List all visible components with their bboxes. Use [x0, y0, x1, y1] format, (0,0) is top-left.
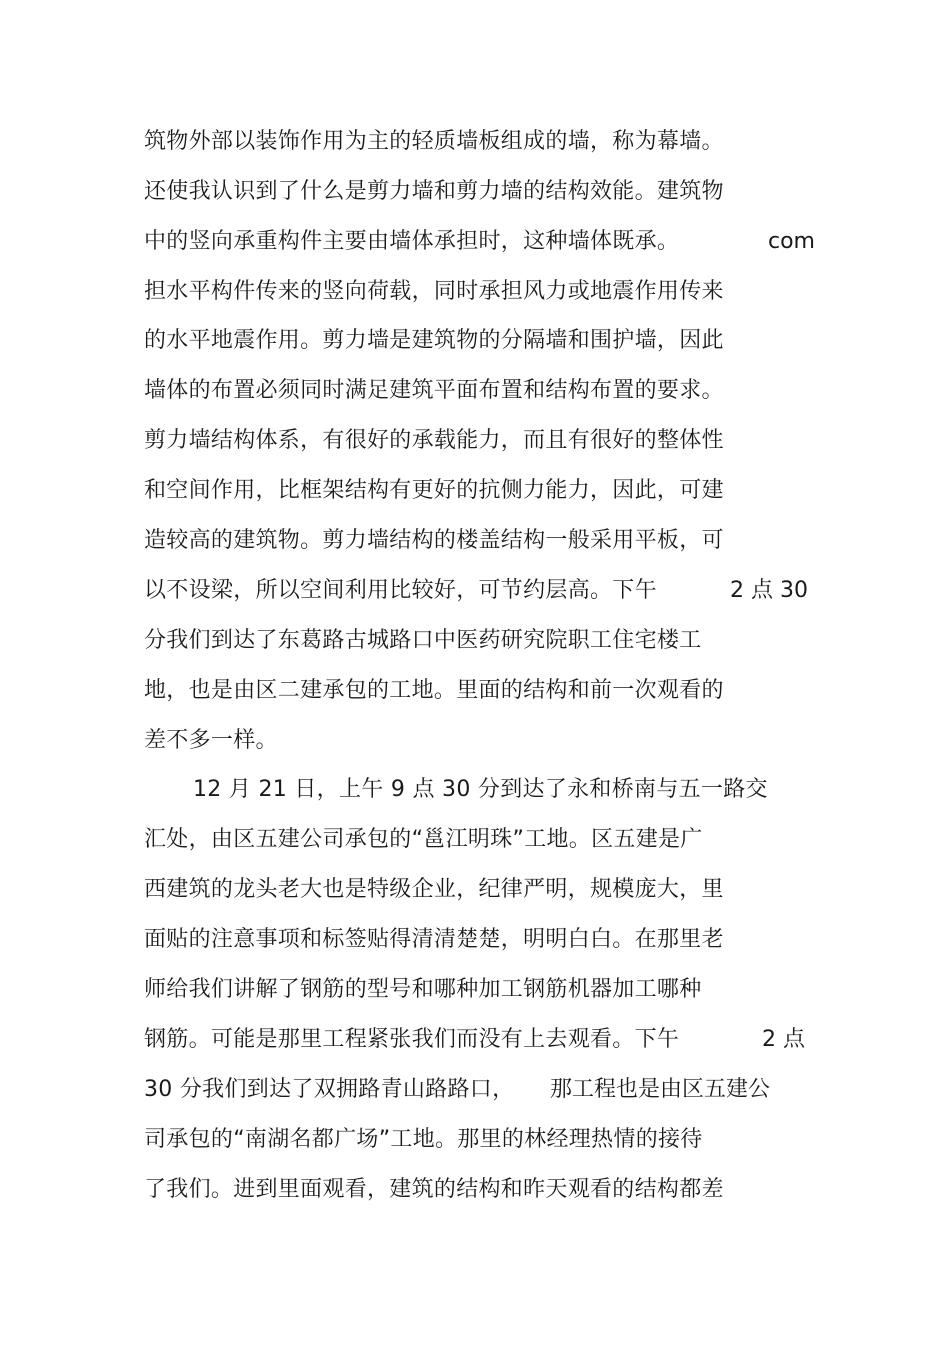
text-line: 面贴的注意事项和标签贴得清清楚楚，明明白白。在那里老 — [144, 927, 724, 952]
text-line: 师给我们讲解了钢筋的型号和哪种加工钢筋机器加工哪种 — [144, 977, 702, 1002]
text-line: 30 分我们到达了双拥路青山路路口， — [144, 1077, 515, 1102]
text-line: 汇处，由区五建公司承包的“邕江明珠”工地。区五建是广 — [144, 827, 703, 852]
text-line: 还使我认识到了什么是剪力墙和剪力墙的结构效能。建筑物 — [144, 179, 724, 204]
text-line: 的水平地震作用。剪力墙是建筑物的分隔墙和围护墙，因此 — [144, 328, 724, 353]
text-line: 造较高的建筑物。剪力墙结构的楼盖结构一般采用平板，可 — [144, 528, 724, 553]
time-text: 2 点 30 — [730, 578, 808, 603]
text-line: 以不设梁，所以空间利用比较好，可节约层高。下午 — [144, 578, 657, 603]
text-line: 中的竖向承重构件主要由墙体承担时，这种墙体既承。 — [144, 229, 680, 254]
continuation-text: 那工程也是由区五建公 — [550, 1077, 771, 1102]
text-line: 墙体的布置必须同时满足建筑平面布置和结构布置的要求。 — [144, 378, 724, 403]
paragraph-start-line: 12 月 21 日，上午 9 点 30 分到达了永和桥南与五一路交 — [193, 777, 768, 802]
time-text: 2 点 — [762, 1027, 805, 1052]
text-line: 筑物外部以装饰作用为主的轻质墙板组成的墙，称为幕墙。 — [144, 129, 724, 154]
text-line: 司承包的“南湖名都广场”工地。那里的林经理热情的接待 — [144, 1127, 703, 1152]
text-line: 剪力墙结构体系，有很好的承载能力，而且有很好的整体性 — [144, 428, 724, 453]
text-line: 钢筋。可能是那里工程紧张我们而没有上去观看。下午 — [144, 1027, 680, 1052]
text-line: 了我们。进到里面观看，建筑的结构和昨天观看的结构都差 — [144, 1177, 724, 1202]
text-line: 担水平构件传来的竖向荷载，同时承担风力或地震作用传来 — [144, 279, 724, 304]
text-line: 分我们到达了东葛路古城路口中医药研究院职工住宅楼工 — [144, 628, 702, 653]
text-line: 西建筑的龙头老大也是特级企业，纪律严明，规模庞大，里 — [144, 877, 724, 902]
stray-text-com: com — [768, 229, 815, 254]
text-line: 地，也是由区二建承包的工地。里面的结构和前一次观看的 — [144, 678, 724, 703]
text-line: 和空间作用，比框架结构有更好的抗侧力能力，因此，可建 — [144, 478, 724, 503]
text-line: 差不多一样。 — [144, 728, 278, 753]
